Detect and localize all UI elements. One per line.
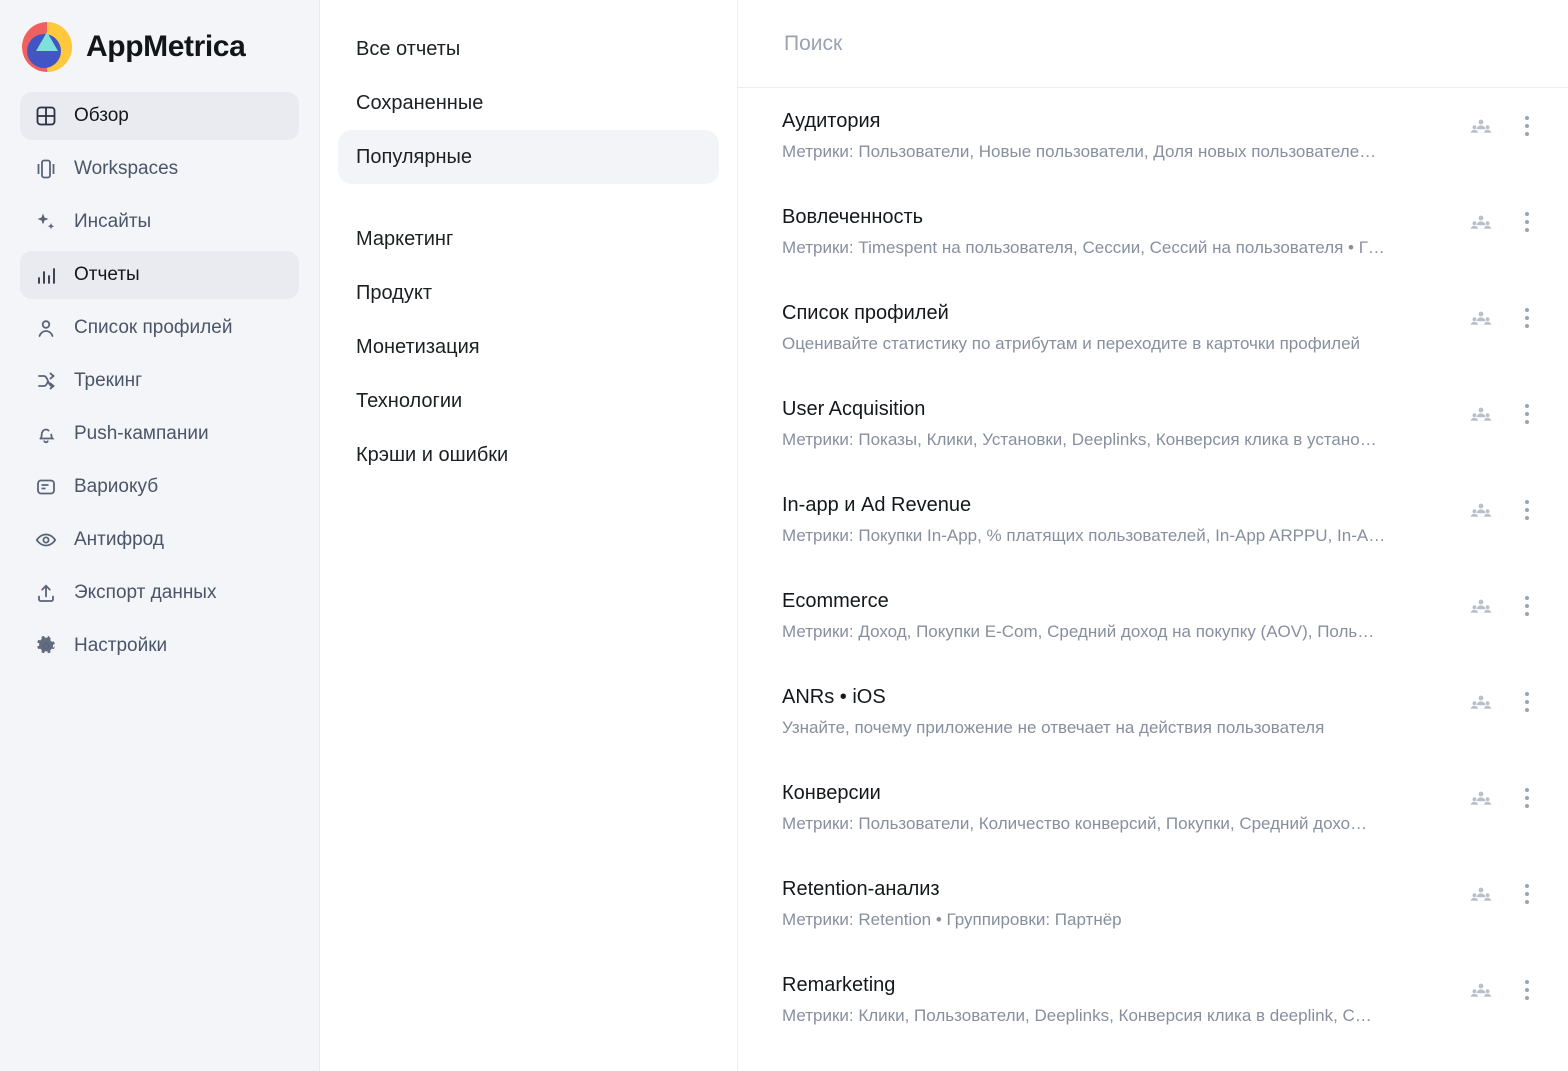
report-text: [782, 974, 1468, 1026]
report-subtitle: Метрики: Клики, Пользователи, Deeplinks, Конверсия клика в deeplink, С…: [782, 1006, 1372, 1025]
kebab-menu-icon[interactable]: [1516, 497, 1538, 523]
kebab-menu-icon[interactable]: [1516, 689, 1538, 715]
people-share-icon[interactable]: [1468, 689, 1494, 715]
report-text: [782, 110, 1468, 162]
row-actions: [1468, 686, 1538, 715]
card-icon: [34, 475, 58, 499]
brand[interactable]: [0, 0, 319, 88]
shuffle-icon: [34, 369, 58, 393]
report-title: In-app и Ad Revenue: [782, 494, 972, 516]
report-text: [782, 398, 1468, 450]
reports-panel: [738, 0, 1568, 1071]
people-share-icon[interactable]: [1468, 209, 1494, 235]
sidebar-item-label: Push-кампании: [74, 423, 209, 444]
report-subtitle: Метрики: Retention • Группировки: Партнёр: [782, 910, 1122, 929]
people-share-icon[interactable]: [1468, 497, 1494, 523]
report-title: Список профилей: [782, 302, 949, 324]
report-subtitle: Метрики: Покупки In-App, % платящих пользователей, In-App ARPPU, In-A…: [782, 526, 1386, 545]
row-actions: [1468, 494, 1538, 523]
category-marketing[interactable]: [338, 212, 719, 266]
report-text: [782, 782, 1468, 834]
row-actions: [1468, 206, 1538, 235]
people-share-icon[interactable]: [1468, 593, 1494, 619]
sidebar-item-data-export[interactable]: [20, 569, 299, 617]
reports-category-list: [320, 0, 738, 1071]
category-monetization[interactable]: [338, 320, 719, 374]
report-title: Remarketing: [782, 974, 896, 996]
category-technologies[interactable]: [338, 374, 719, 428]
sidebar-item-label: Отчеты: [74, 264, 140, 285]
report-title: Ecommerce: [782, 590, 889, 612]
report-text: [782, 590, 1468, 642]
eye-icon: [34, 528, 58, 552]
row-actions: [1468, 110, 1538, 139]
sidebar-item-workspaces[interactable]: [20, 145, 299, 193]
people-share-icon[interactable]: [1468, 113, 1494, 139]
row-actions: [1468, 782, 1538, 811]
report-subtitle: Узнайте, почему приложение не отвечает на действия пользователя: [782, 718, 1325, 737]
sidebar-item-tracking[interactable]: [20, 357, 299, 405]
category-crashes-and-errors[interactable]: [338, 428, 719, 482]
sidebar-item-variocube[interactable]: [20, 463, 299, 511]
sidebar-item-insights[interactable]: [20, 198, 299, 246]
search-bar: [738, 0, 1568, 88]
sparkles-icon: [34, 210, 58, 234]
report-title: User Acquisition: [782, 398, 926, 420]
bell-icon: [34, 422, 58, 446]
sidebar-item-label: Workspaces: [74, 158, 179, 179]
bar-chart-icon: [34, 263, 58, 287]
sidebar-item-push-campaigns[interactable]: [20, 410, 299, 458]
appmetrica-logo-icon: [22, 22, 72, 72]
report-list: [738, 88, 1568, 1071]
kebab-menu-icon[interactable]: [1516, 305, 1538, 331]
category-label: Продукт: [356, 281, 432, 304]
report-subtitle: Оценивайте статистику по атрибутам и переходите в карточки профилей: [782, 334, 1361, 353]
category-popular[interactable]: [338, 130, 719, 184]
list-item[interactable]: [738, 280, 1568, 376]
list-item[interactable]: [738, 376, 1568, 472]
report-title: Retention-анализ: [782, 878, 940, 900]
category-divider: [338, 184, 719, 212]
category-label: Все отчеты: [356, 37, 461, 60]
report-subtitle: Метрики: Доход, Покупки E-Com, Средний доход на покупку (AOV), Поль…: [782, 622, 1375, 641]
sidebar-item-profiles[interactable]: [20, 304, 299, 352]
category-label: Технологии: [356, 389, 463, 412]
report-text: [782, 686, 1468, 738]
category-saved[interactable]: [338, 76, 719, 130]
upload-icon: [34, 581, 58, 605]
sidebar: [0, 0, 320, 1071]
report-subtitle: Метрики: Пользователи, Количество конверсий, Покупки, Средний дохо…: [782, 814, 1368, 833]
kebab-menu-icon[interactable]: [1516, 113, 1538, 139]
sidebar-item-label: Антифрод: [74, 529, 164, 550]
row-actions: [1468, 878, 1538, 907]
list-item[interactable]: [738, 856, 1568, 952]
category-label: Крэши и ошибки: [356, 443, 509, 466]
sidebar-item-label: Экспорт данных: [74, 582, 217, 603]
report-text: [782, 302, 1468, 354]
sidebar-item-label: Вариокуб: [74, 476, 159, 497]
report-title: Конверсии: [782, 782, 881, 804]
kebab-menu-icon[interactable]: [1516, 401, 1538, 427]
search-input[interactable]: [782, 31, 1538, 57]
list-item[interactable]: [738, 760, 1568, 856]
list-item[interactable]: [738, 664, 1568, 760]
sidebar-item-obzor[interactable]: [20, 92, 299, 140]
sidebar-item-label: Обзор: [74, 105, 129, 126]
list-item[interactable]: [738, 568, 1568, 664]
kebab-menu-icon[interactable]: [1516, 593, 1538, 619]
report-subtitle: Метрики: Пользователи, Новые пользователи, Доля новых пользователе…: [782, 142, 1377, 161]
category-label: Маркетинг: [356, 227, 454, 250]
report-text: [782, 878, 1468, 930]
people-share-icon[interactable]: [1468, 401, 1494, 427]
panels-icon: [34, 157, 58, 181]
category-all-reports[interactable]: [338, 22, 719, 76]
report-subtitle: Метрики: Показы, Клики, Установки, Deeplinks, Конверсия клика в устано…: [782, 430, 1377, 449]
kebab-menu-icon[interactable]: [1516, 977, 1538, 1003]
brand-name: AppMetrica: [86, 30, 246, 63]
gear-icon: [34, 634, 58, 658]
report-title: Аудитория: [782, 110, 881, 132]
row-actions: [1468, 302, 1538, 331]
category-label: Монетизация: [356, 335, 480, 358]
person-icon: [34, 316, 58, 340]
report-text: [782, 206, 1468, 258]
sidebar-nav: [0, 88, 319, 670]
category-label: Сохраненные: [356, 91, 484, 114]
sidebar-item-reports[interactable]: [20, 251, 299, 299]
people-share-icon[interactable]: [1468, 977, 1494, 1003]
kebab-menu-icon[interactable]: [1516, 785, 1538, 811]
sidebar-item-label: Настройки: [74, 635, 168, 656]
list-item[interactable]: [738, 184, 1568, 280]
sidebar-item-antifraud[interactable]: [20, 516, 299, 564]
people-share-icon[interactable]: [1468, 305, 1494, 331]
report-text: [782, 494, 1468, 546]
sidebar-item-settings[interactable]: [20, 622, 299, 670]
people-share-icon[interactable]: [1468, 785, 1494, 811]
kebab-menu-icon[interactable]: [1516, 881, 1538, 907]
sidebar-item-label: Инсайты: [74, 211, 152, 232]
report-subtitle: Метрики: Timespent на пользователя, Сессии, Сессий на пользователя • Г…: [782, 238, 1385, 257]
list-item[interactable]: [738, 88, 1568, 184]
row-actions: [1468, 974, 1538, 1003]
list-item[interactable]: [738, 472, 1568, 568]
sidebar-item-label: Трекинг: [74, 370, 143, 391]
category-product[interactable]: [338, 266, 719, 320]
report-title: ANRs • iOS: [782, 686, 886, 708]
list-item[interactable]: [738, 952, 1568, 1048]
grid-icon: [34, 104, 58, 128]
category-label: Популярные: [356, 145, 473, 168]
report-title: Вовлеченность: [782, 206, 924, 228]
kebab-menu-icon[interactable]: [1516, 209, 1538, 235]
sidebar-item-label: Список профилей: [74, 317, 233, 338]
row-actions: [1468, 398, 1538, 427]
row-actions: [1468, 590, 1538, 619]
people-share-icon[interactable]: [1468, 881, 1494, 907]
